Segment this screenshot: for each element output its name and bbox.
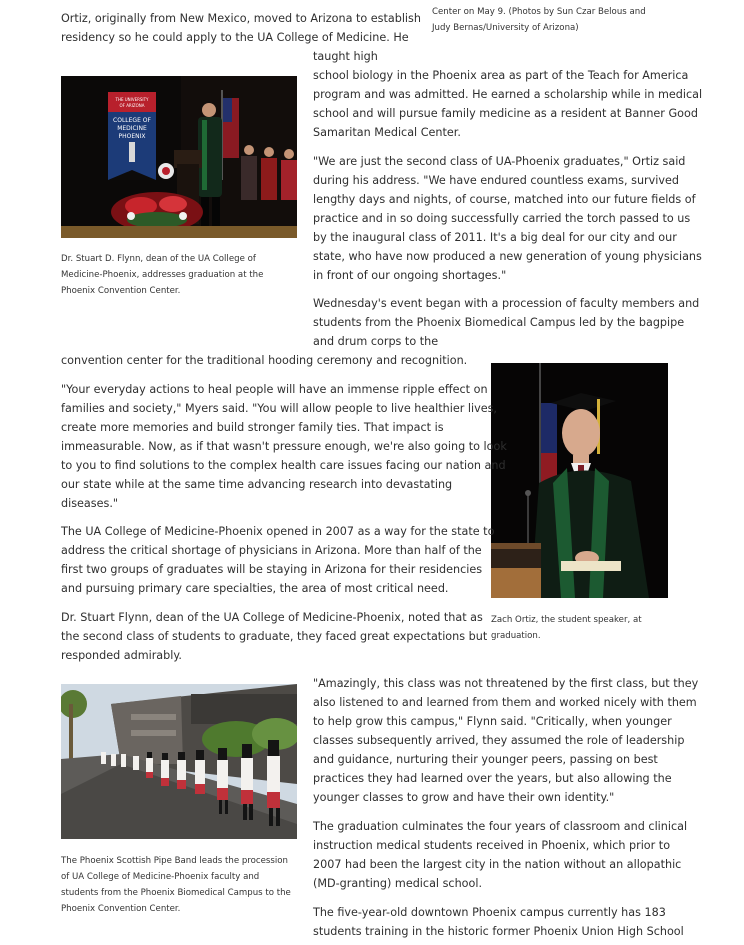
- banner-line-5: PHOENIX: [118, 133, 146, 140]
- paragraph-ortiz-background-cont: school biology in the Phoenix area as part of the Teach for America program and was admitted. He earned a scholarship while in medical school and will pursue family medicine as a resident at Banner Good Samaritan Medical Center.: [313, 69, 703, 139]
- paragraph-flynn-quote: "Amazingly, this class was not threatened by the first class, but they also listened to and learned from them and worked nicely with them to help grow this campus," Flynn said. "Critically, when younger classes subsequently arrived, they assumed the role of leadership and guidance, nurturing their younger peers, passing on best practices they had learned over the years, but also allowing the younger classes to grow and have their own identity.": [313, 677, 699, 804]
- photo-pipe-band: [61, 684, 297, 839]
- photo-flynn-podium: [61, 76, 297, 238]
- photo-zach-ortiz: [491, 363, 668, 598]
- top-photo-caption: Center on May 9. (Photos by Sun Czar Belous and Judy Bernas/University of Arizona): [432, 7, 646, 33]
- paragraph-procession-cont: convention center for the traditional hooding ceremony and recognition.: [61, 354, 468, 367]
- banner-line-3: COLLEGE OF: [113, 117, 151, 124]
- paragraph-ortiz-background: Ortiz, originally from New Mexico, moved to Arizona to establish residency so he could apply to the UA College of Medicine. He taught high: [61, 12, 421, 63]
- caption-flynn: Dr. Stuart D. Flynn, dean of the UA College of Medicine-Phoenix, addresses graduation at the Phoenix Convention Center.: [61, 254, 264, 296]
- banner-line-4: MEDICINE: [117, 125, 147, 132]
- caption-pipe-band: The Phoenix Scottish Pipe Band leads the procession of UA College of Medicine-Phoenix faculty and students from the Phoenix Biomedical Campus to the Phoenix Convention Center.: [61, 856, 291, 914]
- banner-line-1: THE UNIVERSITY: [115, 97, 149, 102]
- paragraph-college-history: The UA College of Medicine-Phoenix opened in 2007 as a way for the state to address the critical shortage of physicians in Arizona. More than half of the first two groups of graduates will be staying in Arizona for their residencies and pursuing primary care specialties, the area of most critical need.: [61, 525, 495, 595]
- paragraph-myers-quote: "Your everyday actions to heal people will have an immense ripple effect on families and society," Myers said. "You will allow people to live healthier lives, create more memories and build stronger family ties. That impact is immeasurable. Now, as if that wasn't pressure enough, we're also going to look to you to find solutions to the complex health care issues facing our nation and our state while at the same time advancing research into devastating diseases.": [61, 383, 507, 510]
- paragraph-graduation-culminates: The graduation culminates the four years of classroom and clinical instruction medical students received in Phoenix, which prior to 2007 had been the largest city in the nation without an allopathic (MD-granting) medical school.: [313, 820, 688, 890]
- paragraph-ortiz-quote: "We are just the second class of UA-Phoenix graduates," Ortiz said during his address. "We have endured countless exams, survived lengthy days and nights, of course, matched into our future fields of practice and in so doing successfully carried the torch passed to us by the inaugural class of 2011. It's a big deal for our city and our state, who have now produced a new generation of young physicians in front of our ongoing shortages.": [313, 155, 702, 282]
- caption-ortiz: Zach Ortiz, the student speaker, at graduation.: [491, 615, 642, 641]
- paragraph-flynn-remarks: Dr. Stuart Flynn, dean of the UA College of Medicine-Phoenix, noted that as the second class of students to graduate, they faced great expectations but responded admirably.: [61, 611, 488, 662]
- paragraph-campus: The five-year-old downtown Phoenix campus currently has 183 students training in the historic former Phoenix Union High School: [313, 906, 684, 938]
- paragraph-procession: Wednesday's event began with a procession of faculty members and students from the Phoenix Biomedical Campus led by the bagpipe and drum corps to the: [313, 297, 700, 348]
- banner-line-2: OF ARIZONA: [119, 103, 145, 108]
